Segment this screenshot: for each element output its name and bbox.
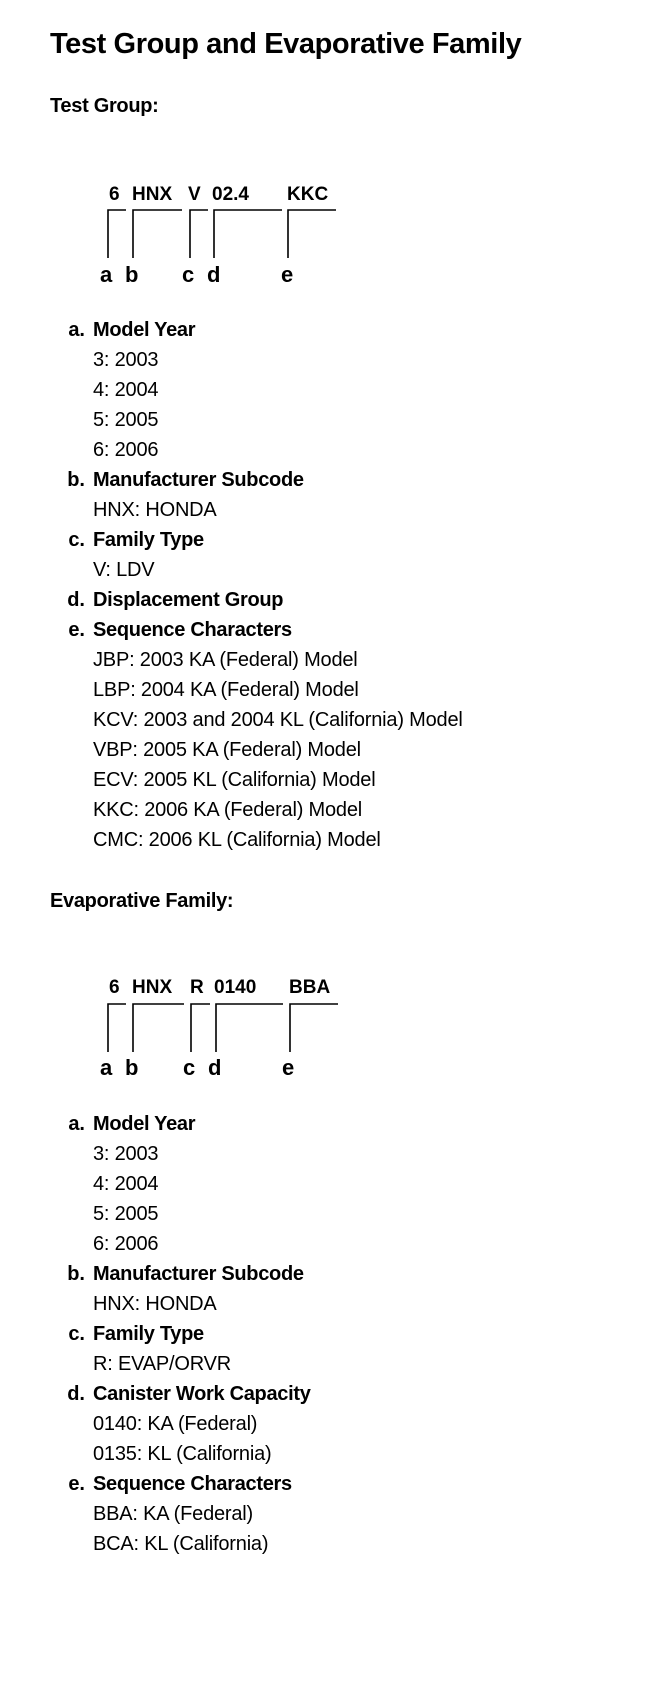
code-letter-c: c [182, 262, 195, 287]
item-value: 5: 2005 [93, 409, 159, 431]
list-marker: d. [67, 589, 85, 611]
code-part-a: 6 [109, 977, 120, 998]
item-title: Family Type [93, 529, 204, 551]
item-value: 0140: KA (Federal) [93, 1413, 258, 1435]
code-part-c: V [188, 184, 201, 205]
list-marker: b. [67, 469, 85, 491]
item-value: 3: 2003 [93, 349, 159, 371]
item-title: Manufacturer Subcode [93, 1263, 304, 1285]
item-title: Sequence Characters [93, 1473, 292, 1495]
item-value: 6: 2006 [93, 1233, 159, 1255]
code-letter-e: e [282, 1055, 295, 1080]
item-title: Manufacturer Subcode [93, 469, 304, 491]
list-marker: a. [68, 1113, 85, 1135]
page-title: Test Group and Evaporative Family [50, 28, 522, 60]
item-value: 3: 2003 [93, 1143, 159, 1165]
code-part-d: 0140 [214, 977, 257, 998]
list-marker: c. [68, 1323, 85, 1345]
code-part-a: 6 [109, 184, 120, 205]
list-marker: c. [68, 529, 85, 551]
list-marker: b. [67, 1263, 85, 1285]
list-marker: a. [68, 319, 85, 341]
code-part-b: HNX [132, 184, 173, 205]
code-letter-d: d [208, 1055, 222, 1080]
list-item [60, 1109, 660, 1259]
code-letter-b: b [125, 262, 139, 287]
code-letter-e: e [281, 262, 294, 287]
list-item [60, 1259, 660, 1319]
item-value: JBP: 2003 KA (Federal) Model [93, 649, 358, 671]
list-marker: e. [68, 619, 85, 641]
code-letter-a: a [100, 1055, 113, 1080]
item-title: Family Type [93, 1323, 204, 1345]
item-title: Model Year [93, 1113, 196, 1135]
code-part-c: R [190, 977, 204, 998]
evaporative-family-heading: Evaporative Family: [50, 890, 234, 912]
item-title: Sequence Characters [93, 619, 292, 641]
code-letter-d: d [207, 262, 221, 287]
item-value: R: EVAP/ORVR [93, 1353, 232, 1375]
item-value: HNX: HONDA [93, 499, 217, 521]
list-item [60, 1469, 660, 1559]
item-value: V: LDV [93, 559, 155, 581]
list-item [60, 1379, 660, 1469]
code-part-b: HNX [132, 977, 173, 998]
code-letter-a: a [100, 262, 113, 287]
list-item [60, 1319, 660, 1379]
code-letter-b: b [125, 1055, 139, 1080]
item-value: 4: 2004 [93, 379, 159, 401]
item-value: 6: 2006 [93, 439, 159, 461]
item-value: KCV: 2003 and 2004 KL (California) Model [93, 709, 463, 731]
list-marker: e. [68, 1473, 85, 1495]
item-value: KKC: 2006 KA (Federal) Model [93, 799, 362, 821]
item-title: Model Year [93, 319, 196, 341]
item-value: VBP: 2005 KA (Federal) Model [93, 739, 361, 761]
list-marker: d. [67, 1383, 85, 1405]
item-value: 4: 2004 [93, 1173, 159, 1195]
item-value: BCA: KL (California) [93, 1533, 269, 1555]
code-part-e: KKC [287, 184, 329, 205]
item-title: Canister Work Capacity [93, 1383, 311, 1405]
evaporative-family-list [60, 1109, 660, 1559]
item-value: CMC: 2006 KL (California) Model [93, 829, 381, 851]
item-value: ECV: 2005 KL (California) Model [93, 769, 376, 791]
item-value: HNX: HONDA [93, 1293, 217, 1315]
code-part-e: BBA [289, 977, 331, 998]
item-value: 5: 2005 [93, 1203, 159, 1225]
item-title: Displacement Group [93, 589, 284, 611]
item-value: BBA: KA (Federal) [93, 1503, 253, 1525]
code-letter-c: c [183, 1055, 196, 1080]
code-part-d: 02.4 [212, 184, 249, 205]
test-group-heading: Test Group: [50, 95, 159, 117]
item-value: LBP: 2004 KA (Federal) Model [93, 679, 359, 701]
item-value: 0135: KL (California) [93, 1443, 272, 1465]
